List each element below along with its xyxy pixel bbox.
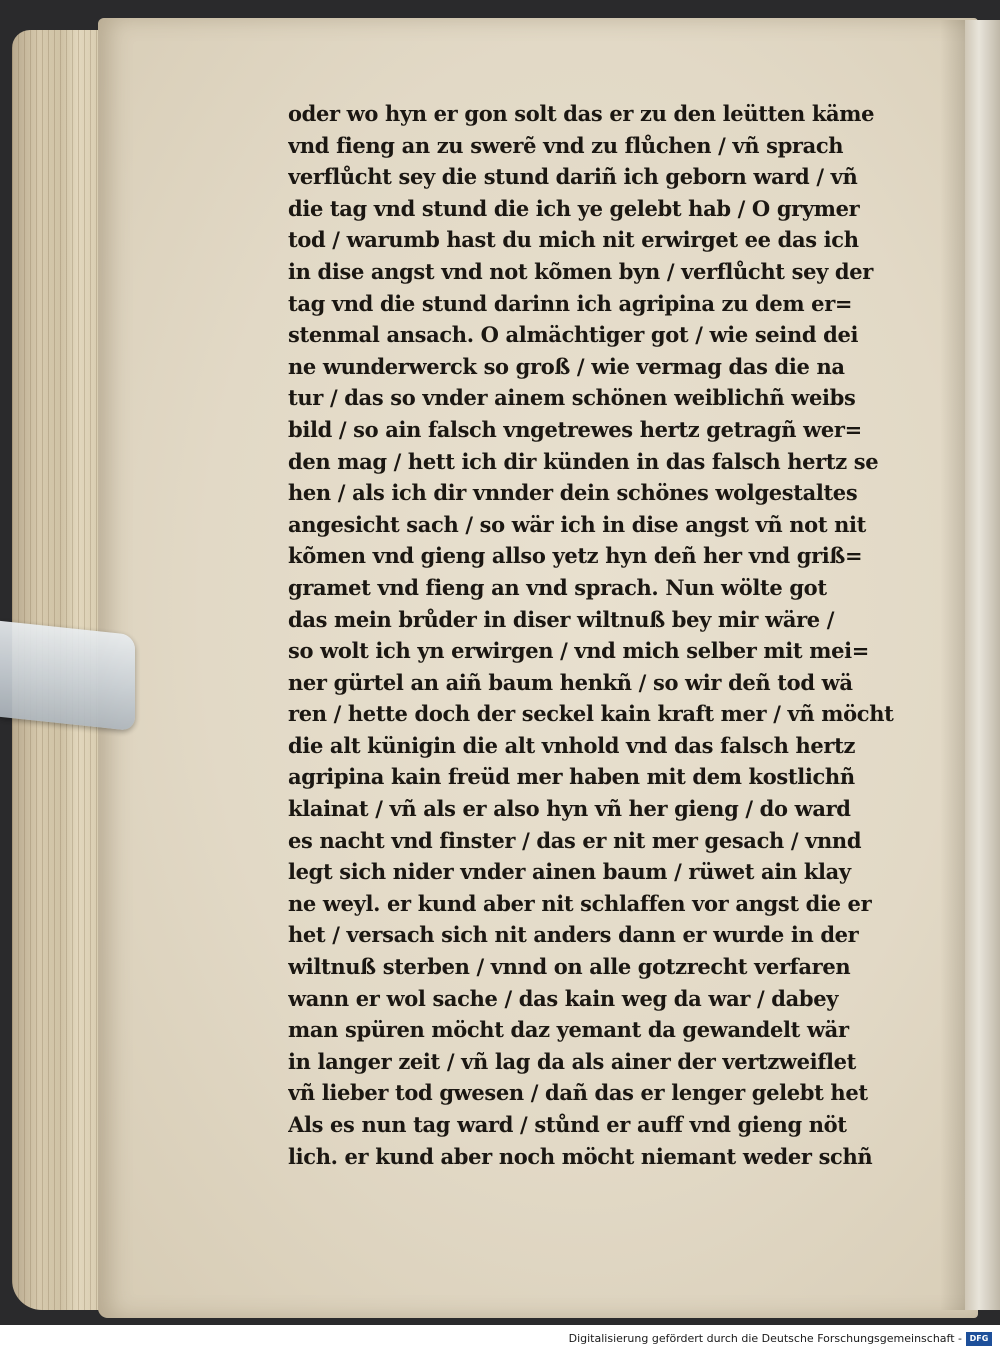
text-line: ner gürtel an aiñ baum henkñ / so wir deñ tod wä (288, 669, 853, 695)
text-line: hen / als ich dir vnnder dein schönes wolgestaltes (288, 480, 858, 506)
text-line: kõmen vnd gieng allso yetz hyn deñ her vnd griß= (288, 543, 863, 569)
facing-page-edge (965, 20, 1000, 1310)
text-line: tod / warumb hast du mich nit erwirget ee das ich (288, 227, 859, 253)
page-clip (0, 621, 135, 731)
text-line: ne wunderwerck so groß / wie vermag das die na (288, 353, 845, 379)
footer-bar (0, 1325, 1000, 1353)
funding-credit: Digitalisierung gefördert durch die Deutsche Forschungsgemeinschaft - (568, 1332, 962, 1345)
text-line: in dise angst vnd not kõmen byn / verflůcht sey der (288, 258, 873, 284)
text-line: wann er wol sache / das kain weg da war / dabey (288, 985, 839, 1011)
text-line: lich. er kund aber noch möcht niemant weder schñ (288, 1143, 873, 1169)
text-line: in langer zeit / vñ lag da als ainer der vertzweiflet (288, 1048, 856, 1074)
text-line: agripina kain freüd mer haben mit dem kostlichñ (288, 764, 855, 790)
text-line: Als es nun tag ward / stůnd er auff vnd gieng nöt (288, 1112, 847, 1137)
text-line: legt sich nider vnder ainen baum / rüwet ain klay (288, 859, 851, 885)
text-line: so wolt ich yn erwirgen / vnd mich selber mit mei= (288, 638, 869, 664)
dfg-logo: DFG (966, 1332, 992, 1346)
text-line: angesicht sach / so wär ich in dise angst vñ not nit (288, 511, 867, 537)
text-line: het / versach sich nit anders dann er wurde in der (288, 922, 859, 948)
text-line: oder wo hyn er gon solt das er zu den leütten käme (288, 101, 875, 126)
text-line: den mag / hett ich dir künden in das falsch hertz se (288, 448, 879, 474)
text-line: stenmal ansach. O almächtiger got / wie seind dei (288, 322, 859, 348)
text-line: gramet vnd fieng an vnd sprach. Nun wölte got (288, 574, 827, 600)
text-line: verflůcht sey die stund dariñ ich geborn ward / vñ (288, 164, 858, 190)
text-line: es nacht vnd finster / das er nit mer gesach / vnnd (288, 827, 862, 853)
text-line: das mein brůder in diser wiltnuß bey mir wäre / (288, 606, 835, 632)
text-line: tag vnd die stund darinn ich agripina zu dem er= (288, 290, 853, 316)
text-line: klainat / vñ als er also hyn vñ her gieng / do ward (288, 796, 851, 822)
text-line: tur / das so vnder ainem schönen weiblichñ weibs (288, 385, 856, 411)
printed-text-block (288, 98, 900, 1169)
text-line: man spüren möcht daz yemant da gewandelt wär (288, 1017, 849, 1043)
text-line: bild / so ain falsch vngetrewes hertz getragñ wer= (288, 416, 862, 442)
text-line: ne weyl. er kund aber nit schlaffen vor angst die er (288, 890, 872, 916)
text-line: ren / hette doch der seckel kain kraft mer / vñ möcht (288, 701, 894, 727)
text-line: die tag vnd stund die ich ye gelebt hab / O grymer (288, 195, 860, 221)
text-line: vnd fieng an zu swerẽ vnd zu flůchen / vñ sprach (288, 132, 844, 158)
text-line: die alt künigin die alt vnhold vnd das falsch hertz (288, 732, 856, 758)
text-line: vñ lieber tod gwesen / dañ das er lenger gelebt het (288, 1080, 868, 1106)
text-line: wiltnuß sterben / vnnd on alle gotzrecht verfaren (288, 954, 851, 980)
